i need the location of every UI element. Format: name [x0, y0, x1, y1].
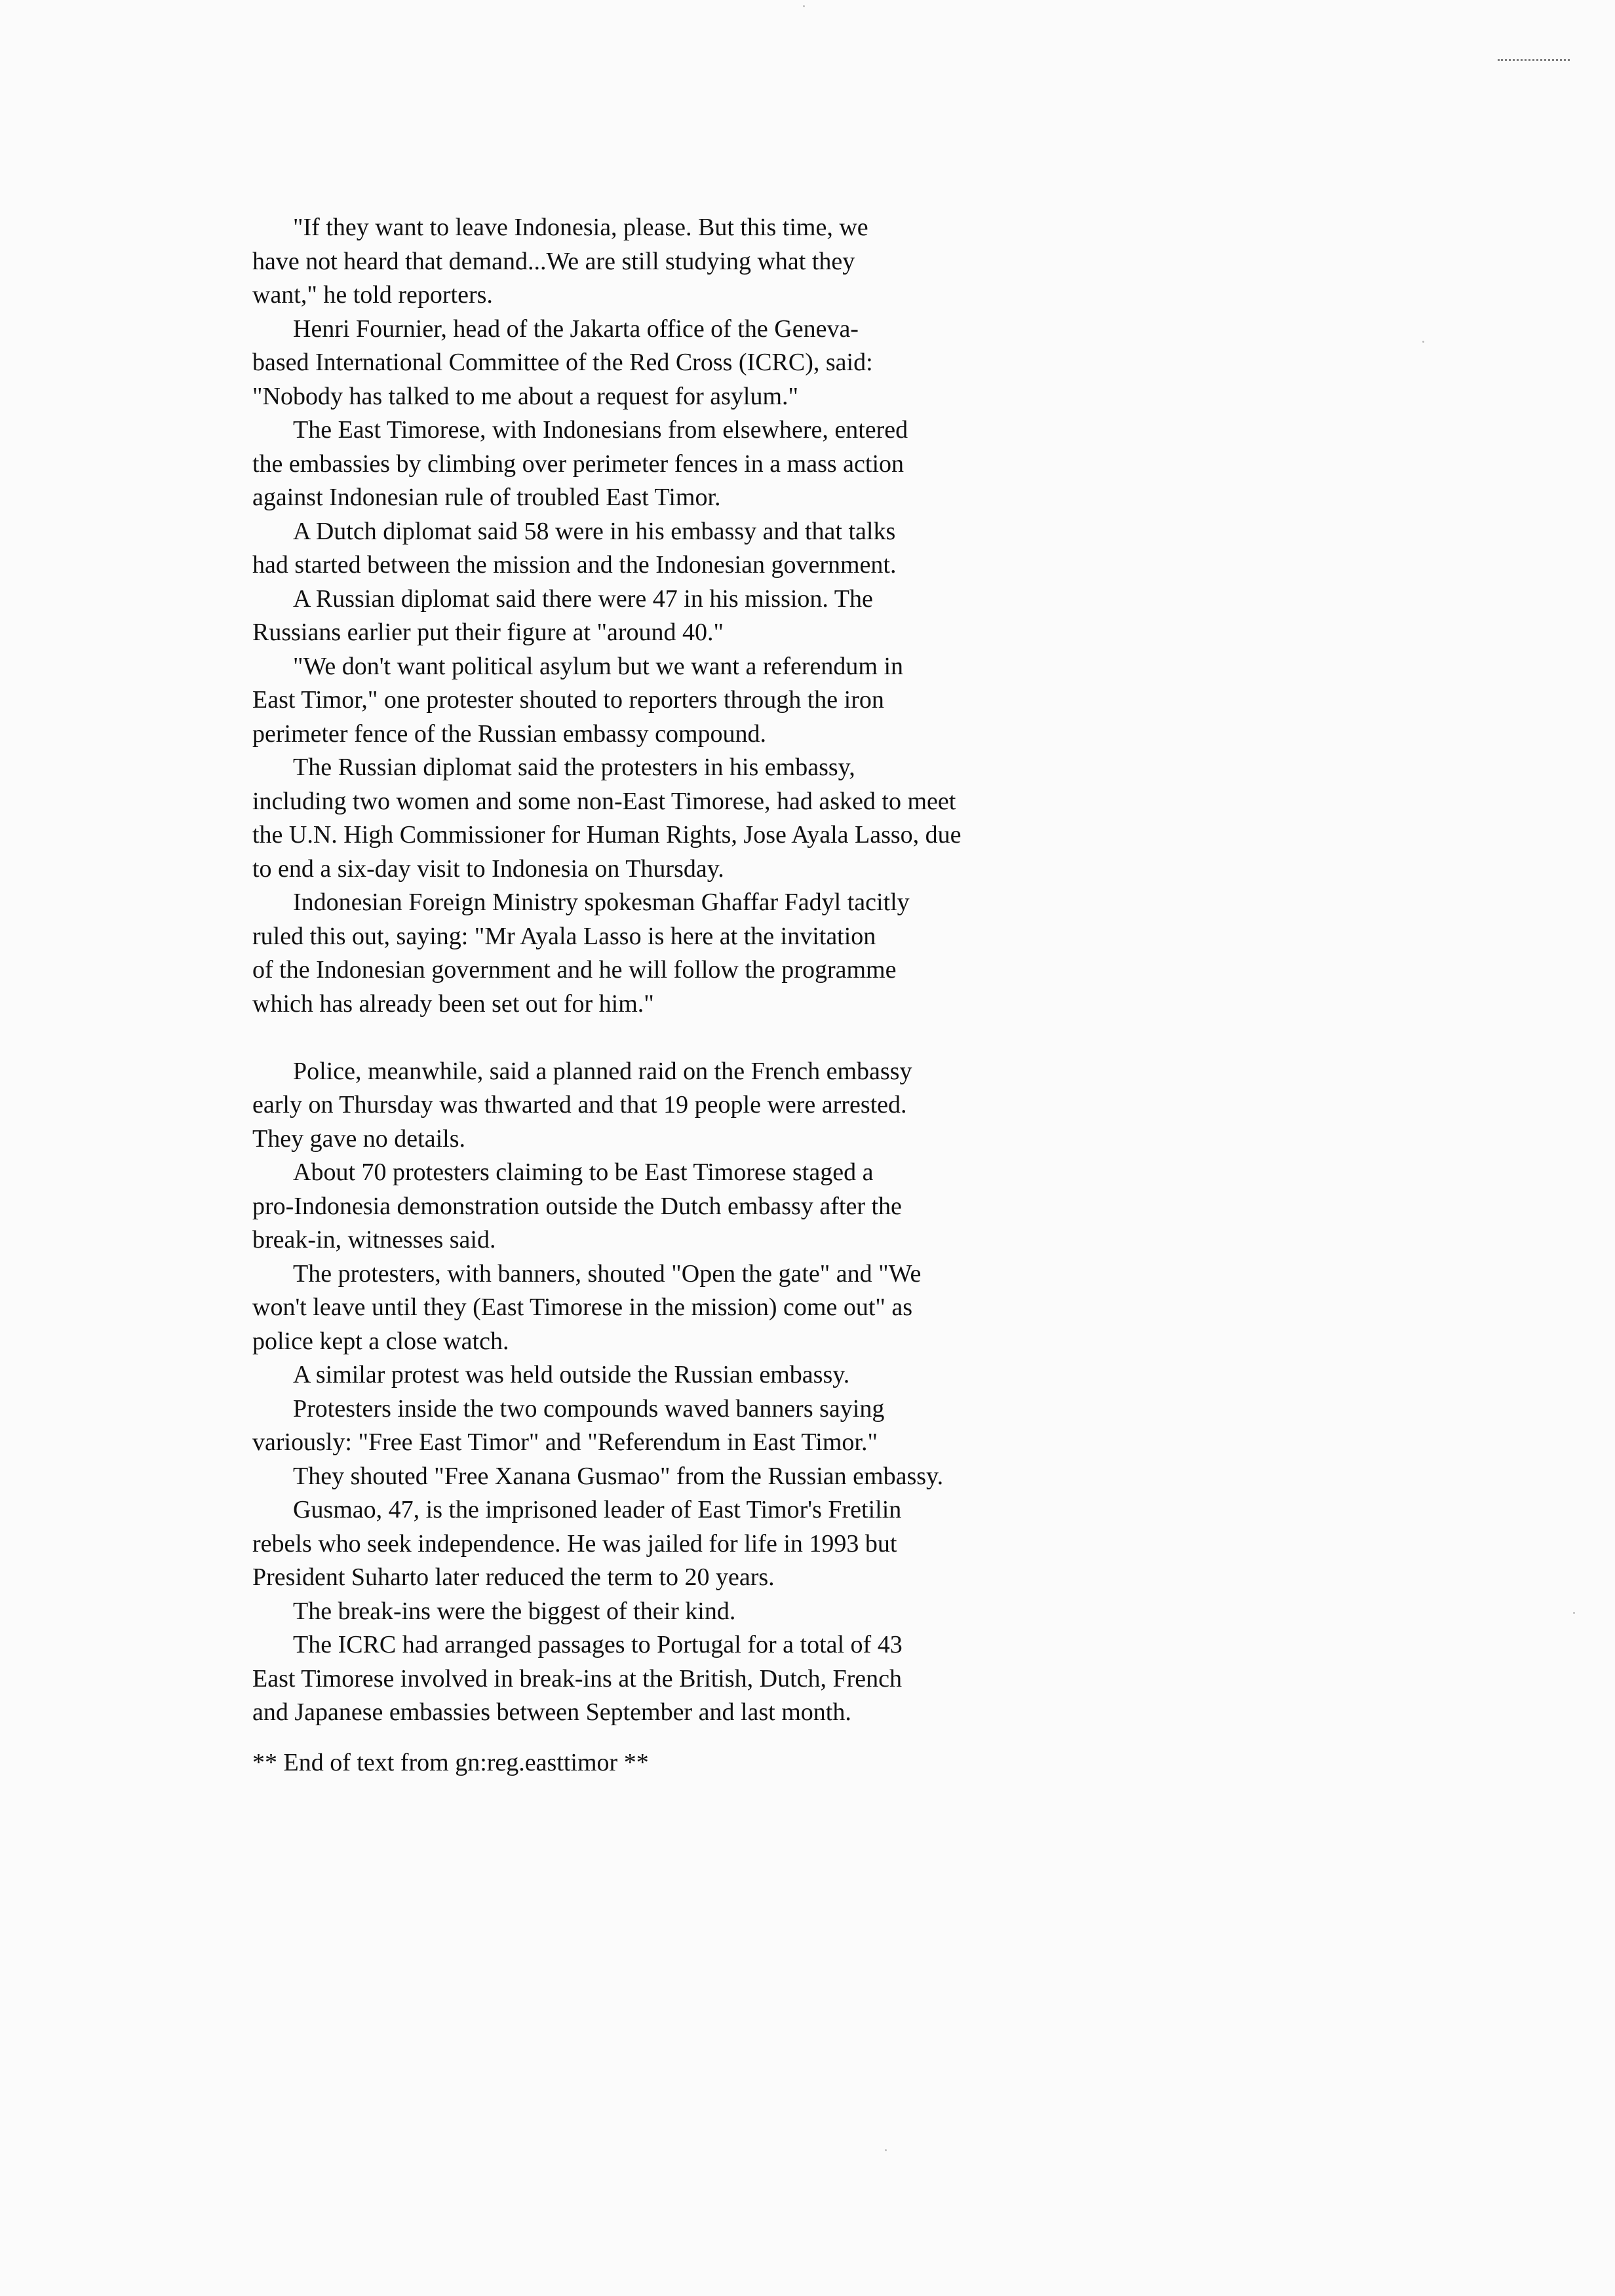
scan-artifact-mark: [1498, 59, 1570, 66]
text-line: A Dutch diplomat said 58 were in his embassy and that talks: [293, 517, 896, 545]
text-line: The East Timorese, with Indonesians from elsewhere, entered: [293, 416, 908, 444]
text-line: The break-ins were the biggest of their kind.: [293, 1597, 736, 1625]
text-line: won't leave until they (East Timorese in the mission) come out" as: [252, 1293, 913, 1321]
text-line: of the Indonesian government and he will follow the programme: [252, 956, 897, 984]
text-line: break-in, witnesses said.: [252, 1226, 496, 1253]
text-line: against Indonesian rule of troubled East Timor.: [252, 484, 721, 511]
text-line: to end a six-day visit to Indonesia on Thursday.: [252, 854, 724, 883]
text-line: Indonesian Foreign Ministry spokesman Ghaffar Fadyl tacitly: [293, 889, 910, 916]
scan-speck: [1573, 1612, 1575, 1614]
text-line: police kept a close watch.: [252, 1327, 509, 1355]
text-line: "Nobody has talked to me about a request for asylum.": [252, 382, 799, 410]
text-line: want," he told reporters.: [252, 281, 493, 309]
text-line: The ICRC had arranged passages to Portugal for a total of 43: [293, 1631, 903, 1658]
text-line: pro-Indonesia demonstration outside the Dutch embassy after the: [252, 1192, 902, 1220]
text-line: About 70 protesters claiming to be East Timorese staged a: [293, 1158, 874, 1186]
text-line: Protesters inside the two compounds waved banners saying: [293, 1394, 885, 1423]
text-line: Henri Fournier, head of the Jakarta office of the Geneva-: [293, 315, 859, 343]
text-line: East Timorese involved in break-ins at the British, Dutch, French: [252, 1664, 903, 1693]
text-line: the U.N. High Commissioner for Human Rights, Jose Ayala Lasso, due: [252, 821, 962, 849]
text-line: They gave no details.: [252, 1124, 466, 1153]
text-line: "If they want to leave Indonesia, please. But this time, we: [293, 214, 868, 241]
text-line: rebels who seek independence. He was jailed for life in 1993 but: [252, 1529, 897, 1558]
text-line: the embassies by climbing over perimeter fences in a mass action: [252, 450, 905, 478]
text-line: variously: "Free East Timor" and "Referendum in East Timor.": [252, 1428, 878, 1456]
text-line: ruled this out, saying: "Mr Ayala Lasso is here at the invitation: [252, 922, 876, 950]
spacer: [252, 1730, 1059, 1746]
text-line: A Russian diplomat said there were 47 in his mission. The: [293, 584, 873, 613]
text-line: East Timor," one protester shouted to reporters through the iron: [252, 686, 884, 714]
text-line: and Japanese embassies between September and last month.: [252, 1698, 851, 1726]
text-line: early on Thursday was thwarted and that 19 people were arrested.: [252, 1091, 907, 1119]
text-line: which has already been set out for him.": [252, 989, 654, 1018]
text-line: Gusmao, 47, is the imprisoned leader of East Timor's Fretilin: [293, 1496, 902, 1523]
text-line: including two women and some non-East Timorese, had asked to meet: [252, 787, 956, 815]
scan-speck: [803, 5, 805, 7]
text-line: based International Committee of the Red Cross (ICRC), said:: [252, 349, 873, 376]
article-text: [252, 211, 1059, 1780]
text-line: The Russian diplomat said the protesters in his embassy,: [293, 754, 855, 781]
scan-speck: [1422, 341, 1424, 343]
text-line: The protesters, with banners, shouted "Open the gate" and "We: [293, 1259, 922, 1288]
text-line: have not heard that demand...We are still studying what they: [252, 247, 855, 275]
scan-speck: [885, 2149, 887, 2151]
text-line: "We don't want political asylum but we want a referendum in: [293, 652, 904, 680]
text-line: Russians earlier put their figure at "around 40.": [252, 619, 724, 646]
text-line: A similar protest was held outside the Russian embassy.: [293, 1361, 850, 1388]
article-section-1: [252, 211, 1059, 1021]
section-break: [252, 1021, 1059, 1055]
text-line: President Suharto later reduced the term to 20 years.: [252, 1563, 775, 1591]
text-line: perimeter fence of the Russian embassy compound.: [252, 719, 767, 748]
text-line: They shouted "Free Xanana Gusmao" from the Russian embassy.: [293, 1462, 944, 1490]
end-of-text-note: ** End of text from gn:reg.easttimor **: [252, 1748, 649, 1776]
text-line: Police, meanwhile, said a planned raid on the French embassy: [293, 1057, 912, 1085]
article-section-2: [252, 1055, 1059, 1730]
text-line: had started between the mission and the Indonesian government.: [252, 551, 897, 579]
